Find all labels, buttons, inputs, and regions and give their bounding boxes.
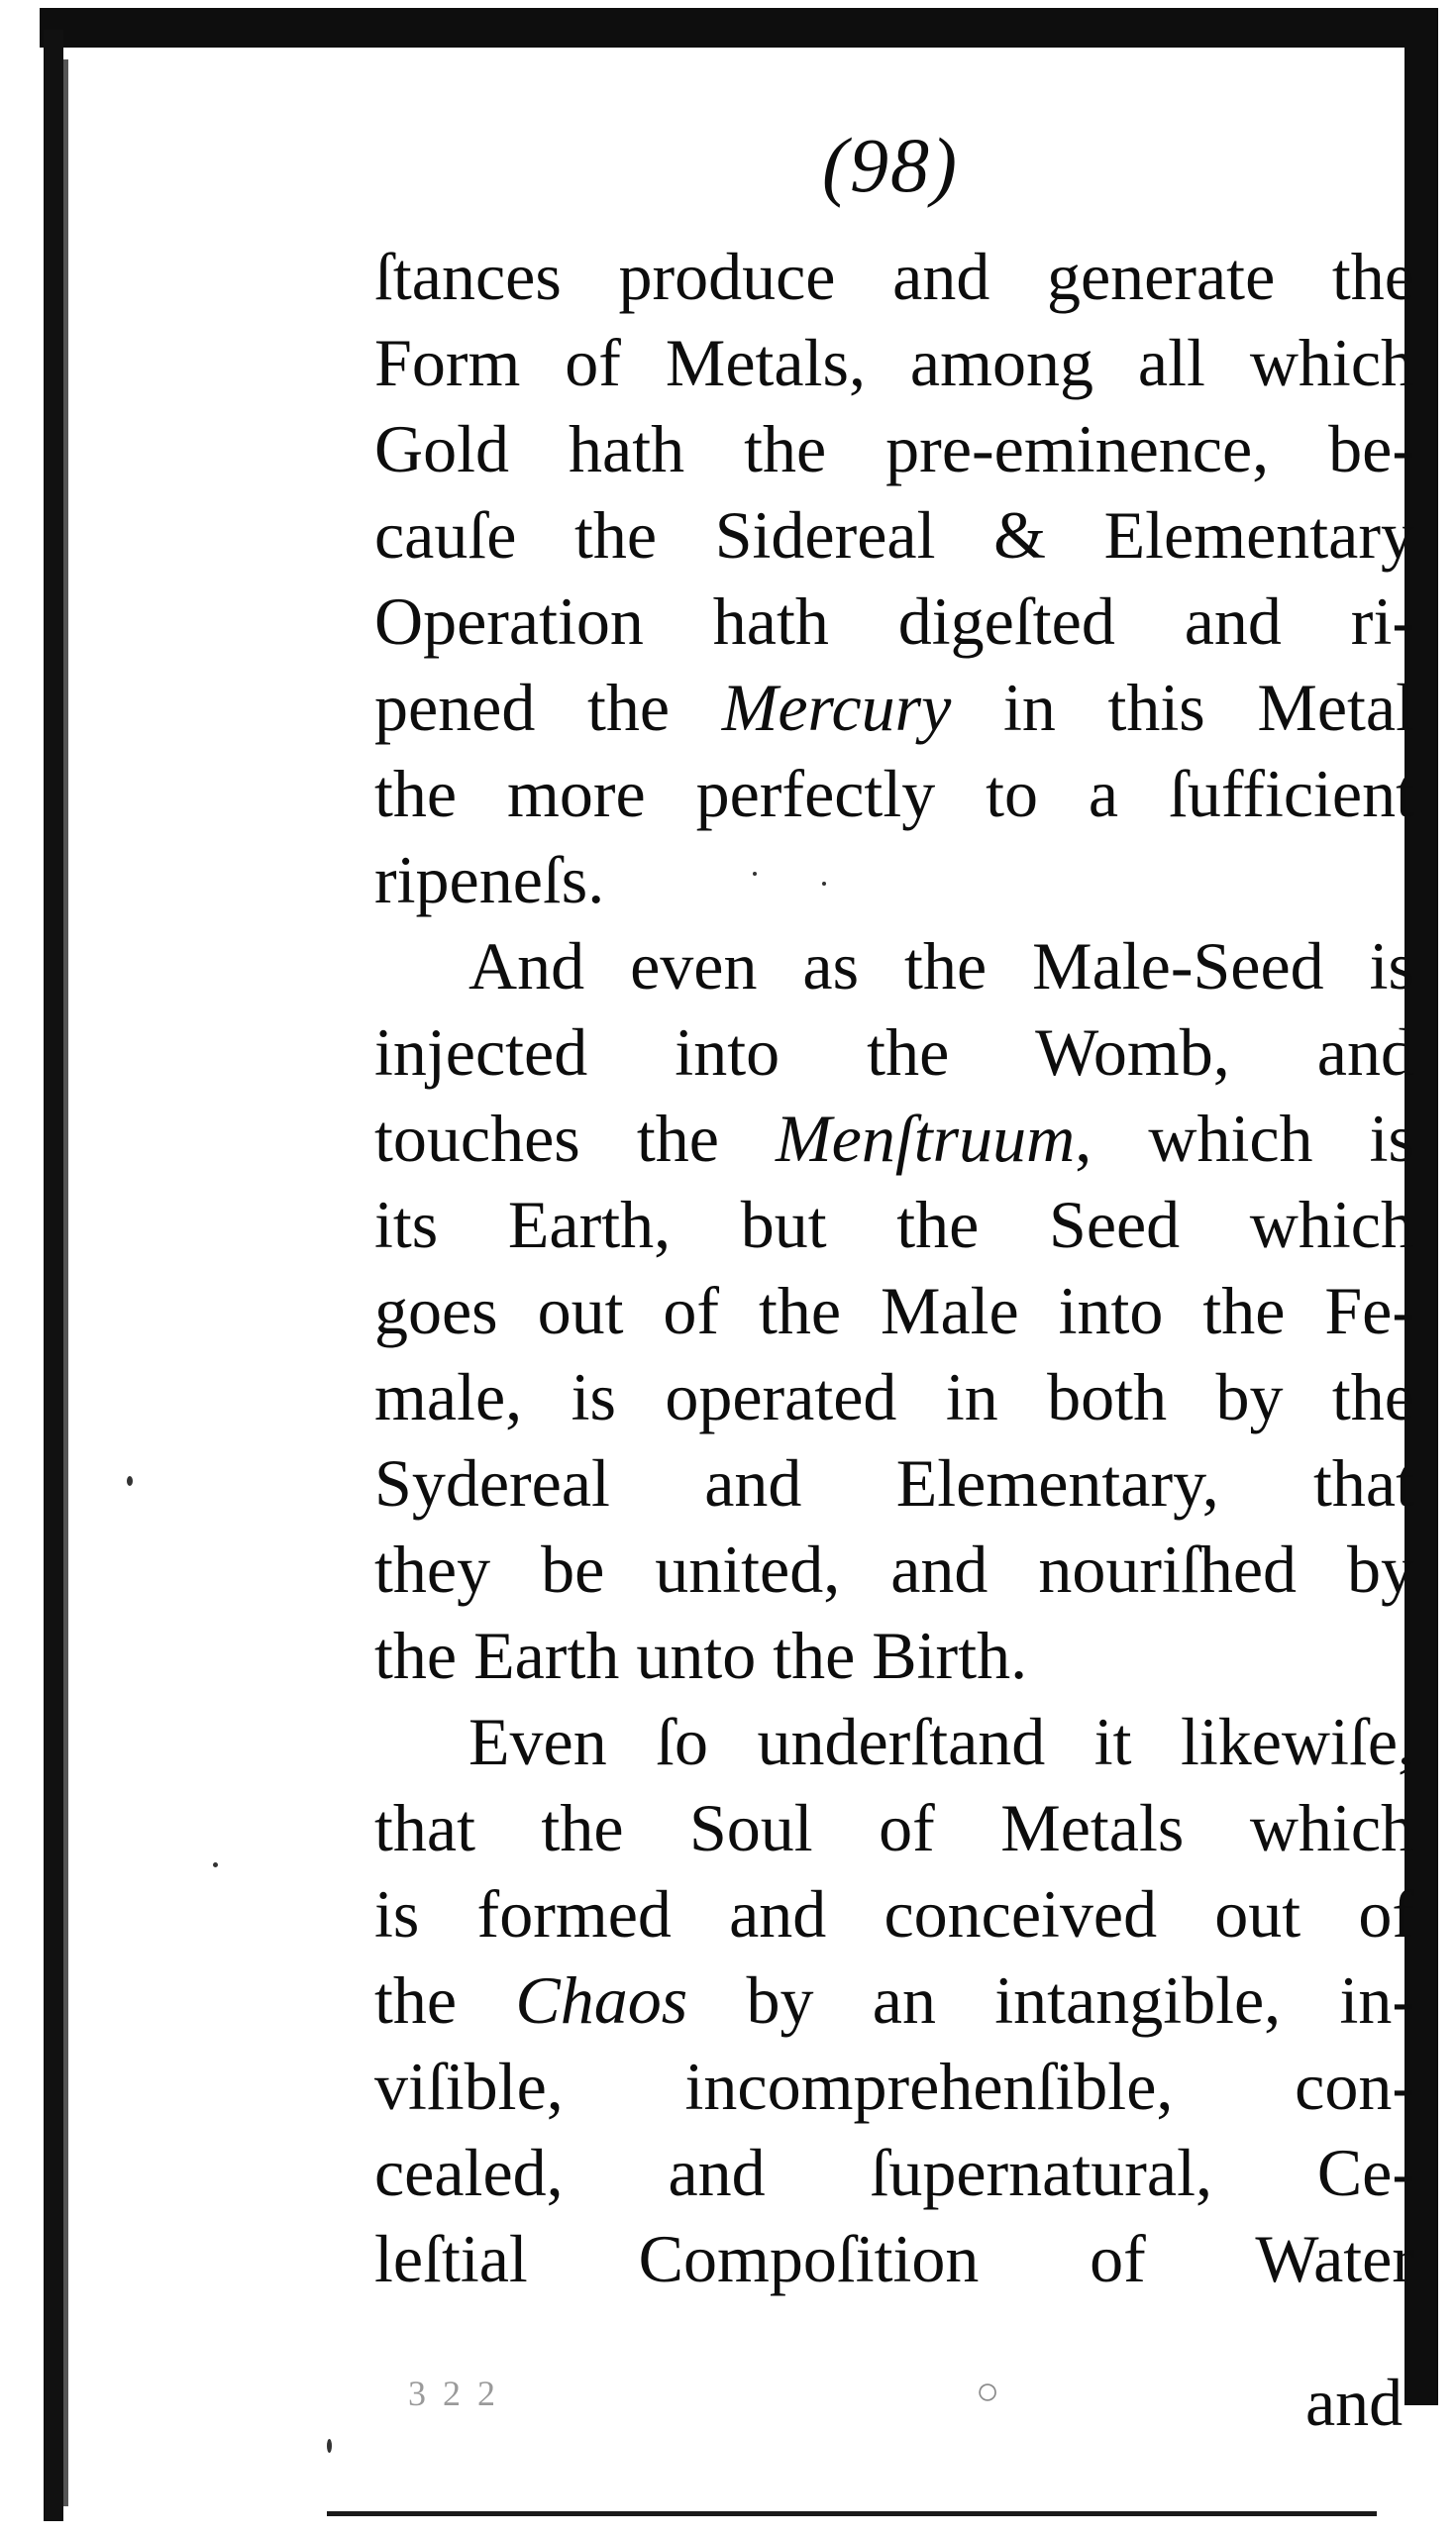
text-line: ripeneſs. — [374, 842, 605, 917]
text-line: male, is operated in both by the — [374, 1359, 1414, 1434]
paragraph-start-line: And even as the Male-Seed is — [468, 928, 1414, 1004]
ink-speck — [753, 872, 757, 876]
text-line: goes out of the Male into the Fe- — [374, 1273, 1414, 1348]
catchword: and — [1305, 2365, 1404, 2440]
text-line: Form of Metals, among all which — [374, 325, 1414, 400]
paragraph-start-line: Even ſo underſtand it likewiſe, — [468, 1704, 1414, 1779]
text-line: cauſe the Sidereal & Elementary — [374, 497, 1414, 573]
scan-border-bottom — [327, 2511, 1377, 2516]
text-line: Sydereal and Elementary, that — [374, 1445, 1414, 1521]
scan-border-left — [44, 30, 63, 2521]
text-line: they be united, and nouriſhed by — [374, 1532, 1414, 1607]
faint-ink-mark: ○ — [976, 2369, 1000, 2413]
ink-speck — [327, 2439, 332, 2453]
text-line: cealed, and ſupernatural, Ce- — [374, 2135, 1414, 2210]
ink-speck — [213, 1862, 218, 1867]
text-line: pened the Mercury in this Metal — [374, 670, 1414, 745]
scan-border-top — [40, 8, 1436, 48]
text-line: that the Soul of Metals which — [374, 1790, 1414, 1865]
text-line: viſible, incomprehenſible, con- — [374, 2049, 1414, 2124]
body-text — [374, 234, 1414, 2302]
text-line: touches the Menſtruum, which is — [374, 1101, 1414, 1176]
ink-speck — [127, 1476, 133, 1486]
text-line: Operation hath digeſted and ri- — [374, 583, 1414, 659]
text-line: leſtial Compoſition of Water — [374, 2221, 1414, 2296]
scan-border-left-shadow — [63, 59, 68, 2506]
text-line: injected into the Womb, and — [374, 1014, 1414, 1090]
text-line: Gold hath the pre-eminence, be- — [374, 411, 1414, 486]
text-line: the Chaos by an intangible, in- — [374, 1962, 1415, 2038]
ink-speck — [822, 882, 826, 886]
text-line: the Earth unto the Birth. — [374, 1618, 1028, 1693]
text-line: ſtances produce and generate the — [374, 239, 1414, 314]
page-number: (98) — [822, 122, 959, 208]
text-line: its Earth, but the Seed which — [374, 1187, 1414, 1262]
text-line: the more perfectly to a ſufficient — [374, 756, 1414, 831]
signature-mark: 3 2 2 — [408, 2374, 499, 2413]
text-line: is formed and conceived out of — [374, 1876, 1414, 1952]
